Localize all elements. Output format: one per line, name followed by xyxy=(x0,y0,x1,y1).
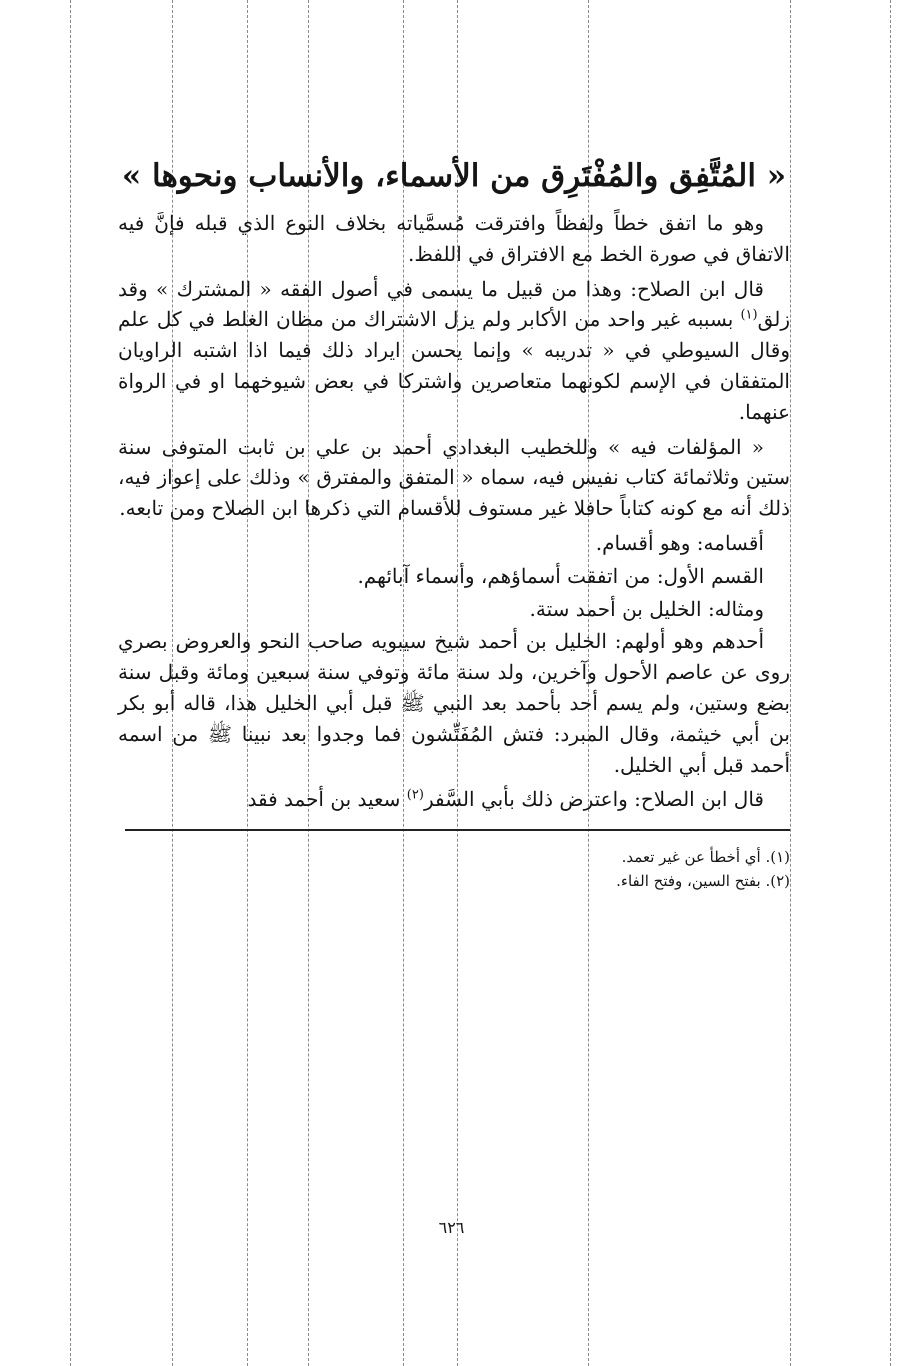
paragraph-text: قال ابن الصلاح: وهذا من قبيل ما يسمى في أصول الفقه « المشترك » وقد زلق xyxy=(118,276,791,332)
paragraph-definition: وهو ما اتفق خطاً ولفظاً وافترقت مُسمَّياته بخلاف النوع الذي قبله فإنَّ فيه الاتفاق في صورة الخط مع الافتراق في اللفظ. xyxy=(118,211,790,266)
paragraph-works: « المؤلفات فيه » وللخطيب البغدادي أحمد بن علي بن ثابت المتوفى سنة ستين وثلاثمائة كتاب نفيس فيه، سماه « المتفق والمفترق » وذلك على إعواز فيه، ذلك أنه مع كونه كتاباً حافلا غير مستوف للأقسام التي ذكرها ابن الصلاح ومن تابعه. xyxy=(118,434,790,521)
paragraph-text: سعيد بن أحمد فقد xyxy=(247,787,401,812)
paragraph-divisions: أقسامه: وهو أقسام. xyxy=(595,530,764,555)
paragraph-ibn-salah xyxy=(118,274,790,428)
column-guide xyxy=(70,0,71,1366)
footnote-divider xyxy=(125,829,790,831)
paragraph-first-division: القسم الأول: من اتفقت أسماؤهم، وأسماء آبائهم. xyxy=(357,563,764,588)
footnote-2: (٢). بفتح السين، وفتح الفاء. xyxy=(616,872,790,891)
page-number: ٦٢٦ xyxy=(438,1218,465,1237)
paragraph-objection xyxy=(118,784,790,815)
column-guide xyxy=(790,0,791,1366)
column-guide xyxy=(890,0,891,1366)
page-body xyxy=(118,150,790,893)
footnote-ref-1[interactable]: (١) xyxy=(740,307,758,323)
page-title: « المُتَّفِق والمُفْتَرِق من الأسماء، والأنساب ونحوها » xyxy=(121,158,787,194)
paragraph-khalil: أحدهم وهو أولهم: الخليل بن أحمد شيخ سيبويه صاحب النحو والعروض بصري روى عن عاصم الأحول وآخرين، ولد سنة مائة وتوفي سنة سبعين ومائة وقبل سنة بضع وستين، ولم يسم أحد بأحمد بعد النبي ﷺ قبل أبي الخليل هذا، قاله أبو بكر بن أبي خيثمة، وقال المبرد: فتش المُفَتِّشون فما وجدوا بعد نبينا ﷺ من اسمه أحمد قبل أبي الخليل. xyxy=(118,629,790,777)
paragraph-text: بسببه غير واحد من الأكابر ولم يزل الاشتراك من مظان الغلط في كل علم وقال السيوطي في « تدريبه » وإنما يحسن ايراد ذلك فيما اذا اشتبه الراويان المتفقان في الإسم لكونهما متعاصرين واشتركا في بعض شيوخهما او في الرواة عنهما. xyxy=(118,307,790,424)
paragraph-example: ومثاله: الخليل بن أحمد ستة. xyxy=(529,596,764,621)
footnote-ref-2[interactable]: (٢) xyxy=(406,787,424,803)
footnote-1: (١). أي أخطأ عن غير تعمد. xyxy=(621,848,790,867)
paragraph-text: قال ابن الصلاح: واعترض ذلك بأبي السَّفر xyxy=(423,787,764,812)
